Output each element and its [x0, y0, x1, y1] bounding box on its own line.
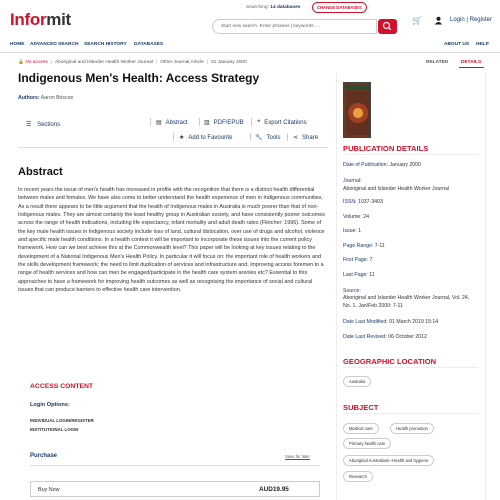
- author-link[interactable]: Aaron Briscoe: [40, 95, 74, 101]
- source-value: Aboriginal and Islander Health Worker Journal, Vol. 24, No. 1, Jan/Feb 2000: 7-11: [343, 295, 470, 309]
- menu-icon: ☰: [26, 122, 32, 128]
- search-icon: [378, 19, 397, 34]
- cart-icon[interactable]: 🛒: [412, 16, 422, 25]
- databases-count[interactable]: 14 databases: [270, 5, 301, 10]
- authors: Authors: Aaron Briscoe: [18, 95, 74, 101]
- source-label: Source:: [343, 288, 361, 294]
- tab-related[interactable]: RELATED: [426, 60, 449, 65]
- article-date: 01 January 2000: [211, 60, 247, 65]
- search-input[interactable]: Start new search. Enter phrases | keywords ...: [212, 19, 377, 34]
- journal-label: Journal:: [343, 178, 362, 184]
- first-page-row: First Page: 7: [343, 257, 373, 263]
- export-citations-button[interactable]: ❝ Export Citations: [257, 120, 307, 126]
- informit-logo[interactable]: Informit: [10, 10, 71, 29]
- lock-icon: 🔒: [18, 60, 24, 65]
- subject-chip[interactable]: Aboriginal Australians--Health and hygiene: [343, 455, 434, 466]
- price: AUD19.95: [259, 486, 289, 493]
- nav-home[interactable]: HOME: [10, 42, 25, 47]
- toolbar-bottom-divider: [18, 147, 328, 148]
- searching-databases-text: Searching: 14 databases: [246, 5, 301, 10]
- geo-chip-australia[interactable]: Australia: [343, 376, 371, 387]
- share-icon: ⋖: [293, 135, 299, 141]
- toolbar-divider: [287, 133, 288, 141]
- last-modified-row: Date Last Modified: 01 March 2019 15:14: [343, 319, 439, 325]
- details-divider: [343, 413, 478, 414]
- file-icon: ▥: [204, 120, 210, 126]
- access-content-heading: ACCESS CONTENT: [30, 383, 94, 390]
- publication-details-heading: PUBLICATION DETAILS: [343, 144, 429, 153]
- details-divider: [343, 154, 478, 155]
- issue-row: Issue: 1: [343, 228, 362, 234]
- change-databases-button[interactable]: CHANGE DATABASES: [312, 2, 367, 13]
- article-meta: 🔒 No access | Aboriginal and Islander Health Worker Journal | Other Journal Article | 01 January 2000: [18, 60, 247, 65]
- issn-row: ISSN: 1037-3403: [343, 199, 383, 205]
- geographic-location-heading: GEOGRAPHIC LOCATION: [343, 357, 437, 366]
- pdf-epub-button[interactable]: ▥ PDF/EPUB: [204, 120, 244, 126]
- toolbar-divider: [199, 118, 200, 126]
- nav-databases[interactable]: DATABASES: [134, 42, 164, 47]
- subject-chip[interactable]: Health promotion: [390, 423, 434, 434]
- quote-icon: ❝: [257, 120, 261, 126]
- star-icon: ★: [179, 135, 185, 141]
- login-register-link[interactable]: Login | Register: [450, 17, 492, 23]
- toolbar-divider: [250, 133, 251, 141]
- login-options-label: Login Options:: [30, 402, 70, 408]
- main-nav: [0, 42, 500, 50]
- last-page-row: Last Page: 11: [343, 272, 375, 278]
- purchase-heading: Purchase: [30, 453, 58, 459]
- tab-details[interactable]: DETAILS: [461, 60, 482, 65]
- tools-button[interactable]: 🔧 Tools: [255, 135, 281, 141]
- subject-heading: SUBJECT: [343, 403, 379, 412]
- nav-advanced-search[interactable]: ADVANCED SEARCH: [30, 42, 79, 47]
- active-tab-indicator: [459, 67, 484, 68]
- abstract-heading: Abstract: [18, 166, 63, 178]
- toolbar-divider: [251, 118, 252, 126]
- article-type: Other Journal Article: [160, 60, 204, 65]
- journal-value: Aboriginal and Islander Health Worker Journal: [343, 186, 450, 192]
- journal-link[interactable]: Aboriginal and Islander Health Worker Journal: [54, 60, 154, 65]
- document-icon: ▤: [156, 120, 162, 126]
- nav-divider: [0, 52, 500, 53]
- institutional-login-link[interactable]: INSTITUTIONAL LOGIN: [30, 427, 79, 432]
- access-status: No access: [25, 60, 48, 65]
- individual-login-link[interactable]: INDIVIDUAL LOGIN/REGISTER: [30, 418, 94, 423]
- journal-cover-image[interactable]: [343, 82, 371, 138]
- pub-date-row: Date of Publication: January 2000: [343, 162, 421, 168]
- share-button[interactable]: ⋖ Share: [293, 135, 319, 141]
- purchase-divider: [30, 465, 320, 466]
- abstract-button[interactable]: ▤ Abstract: [156, 120, 188, 126]
- nav-help[interactable]: HELP: [476, 42, 489, 47]
- abstract-text: In recent years the issue of men's health has increased in profile with the recognition that there is a distinct health differential between males and females. We have also come to better understand the health experience of men in Indigenous communities. As a result there appears to be little argument that the health of Indigenous males in Australia is much poorer than that of non-Indigenous males. They are almost certainly the least healthy group in Australian society, and have consistently poorer outcomes across the range of health indications, including life expectancy, infant mortality and adult death rates (Fletcher: 1996). Some of the key male health issues in Indigenous society include loss of land, cultural dislocation, over use of drugs and alcohol, violence and specific male health conditions. In a health context it will be important to incorporate these issues into the current policy framework. How can we best achieve this at the Commonwealth level? This paper will be looking at key issues relating to the development of a National Indigenous Men's Health Policy. In particular it will focus on: the important role of health workers and the skills development framework; the need to limit duplication of services and infrastructure and, improving access foremen to a range of health services and how can men be engaged/participate in the health care system areoles etc? Essential to this approaches to have a framework for improving health outcomes as well as recognising the importance of social and cultural issues that can produce barriers to effective health care intervention.: [18, 187, 325, 294]
- user-icon[interactable]: [434, 16, 443, 25]
- search-button[interactable]: [378, 19, 397, 34]
- nav-search-history[interactable]: SEARCH HISTORY: [84, 42, 127, 47]
- subject-chip[interactable]: Research: [343, 471, 373, 482]
- subject-chip[interactable]: Medical care: [343, 423, 379, 434]
- toolbar-divider: [173, 133, 174, 141]
- nav-about-us[interactable]: ABOUT US: [444, 42, 470, 47]
- wrench-icon: 🔧: [255, 135, 263, 141]
- sections-button[interactable]: ☰ Sections: [26, 122, 61, 128]
- page-title: Indigenous Men's Health: Access Strategy: [18, 71, 260, 85]
- volume-row: Volume: 24: [343, 214, 369, 220]
- add-to-favourite-button[interactable]: ★ Add to Favourite: [179, 135, 233, 141]
- last-revised-row: Date Last Revised: 06 October 2012: [343, 334, 427, 340]
- page-range-row: Page Range: 7-11: [343, 243, 385, 249]
- buy-now-label: Buy Now: [38, 487, 60, 493]
- subject-chip[interactable]: Primary health care: [343, 438, 391, 449]
- details-divider: [343, 367, 478, 368]
- save-for-later-link[interactable]: Save for later: [285, 454, 310, 459]
- toolbar-divider: [150, 118, 151, 126]
